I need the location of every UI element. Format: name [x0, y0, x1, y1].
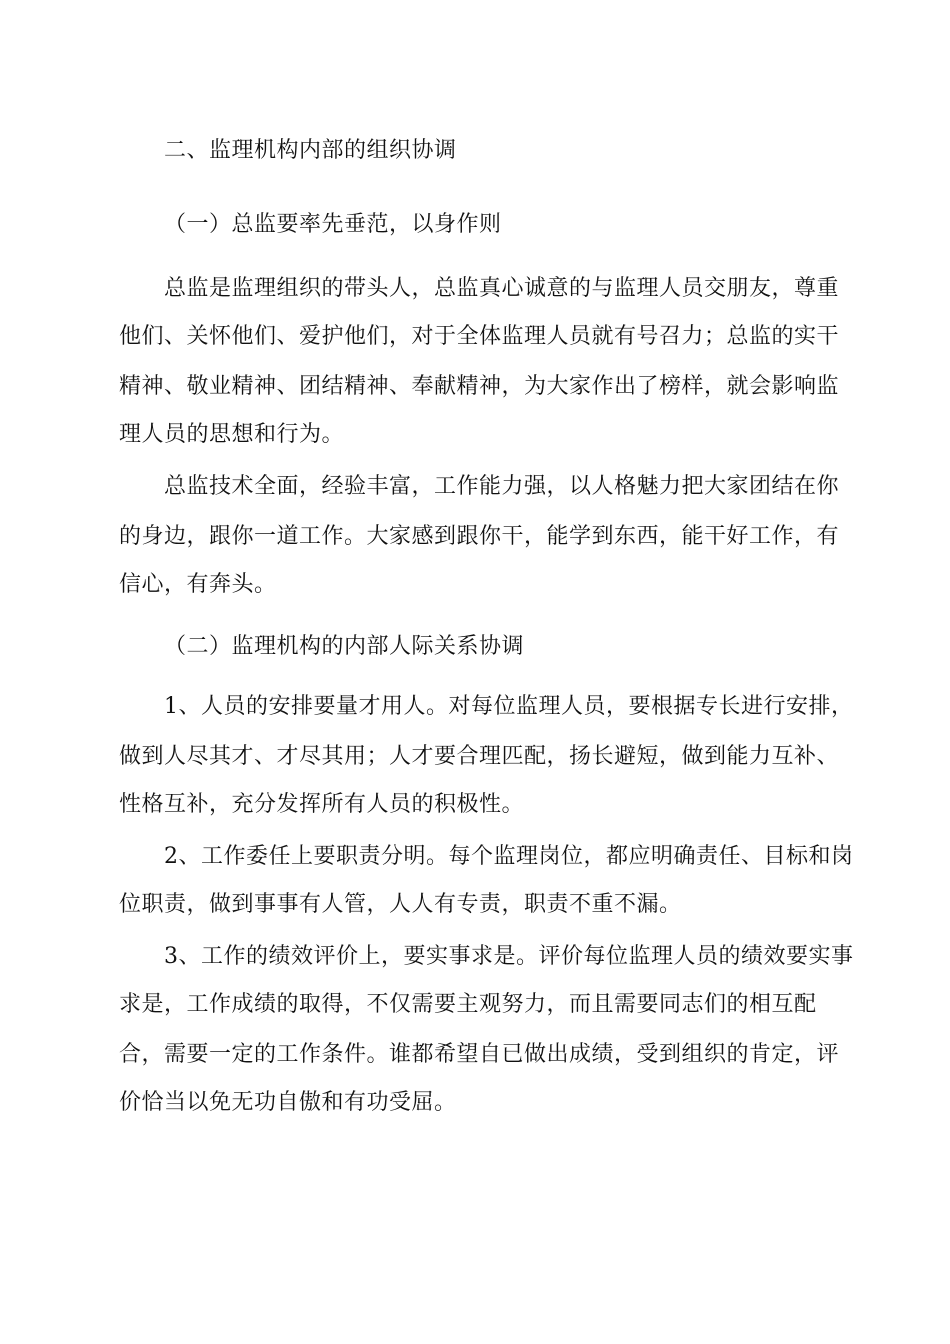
section-heading: 二、监理机构内部的组织协调	[164, 138, 457, 163]
list-item-line: 价恰当以免无功自傲和有功受屈。	[119, 1090, 457, 1115]
paragraph-line: 信心，有奔头。	[119, 572, 277, 597]
paragraph-line: 的身边，跟你一道工作。大家感到跟你干，能学到东西，能干好工作，有	[119, 524, 840, 549]
list-item-line: 1、人员的安排要量才用人。对每位监理人员，要根据专长进行安排，	[164, 694, 854, 719]
list-item-line: 性格互补，充分发挥所有人员的积极性。	[119, 792, 525, 817]
paragraph-line: 他们、关怀他们、爱护他们，对于全体监理人员就有号召力；总监的实干	[119, 324, 840, 349]
paragraph-line: 理人员的思想和行为。	[119, 422, 345, 447]
list-item-line: 3、工作的绩效评价上，要实事求是。评价每位监理人员的绩效要实事	[164, 944, 854, 969]
paragraph-line: 精神、敬业精神、团结精神、奉献精神，为大家作出了榜样，就会影响监	[119, 374, 840, 399]
paragraph-line: 总监技术全面，经验丰富，工作能力强，以人格魅力把大家团结在你	[164, 474, 840, 499]
paragraph-line: 总监是监理组织的带头人，总监真心诚意的与监理人员交朋友，尊重	[164, 276, 840, 301]
list-item-line: 2、工作委任上要职责分明。每个监理岗位，都应明确责任、目标和岗	[164, 844, 854, 869]
list-item-line: 做到人尽其才、才尽其用；人才要合理匹配，扬长避短，做到能力互补、	[119, 744, 840, 769]
list-item-line: 合，需要一定的工作条件。谁都希望自已做出成绩，受到组织的肯定，评	[119, 1042, 840, 1067]
list-item-line: 位职责，做到事事有人管，人人有专责，职责不重不漏。	[119, 892, 682, 917]
subsection-title-1: （一）总监要率先垂范，以身作则	[164, 212, 502, 237]
subsection-title-2: （二）监理机构的内部人际关系协调	[164, 634, 525, 659]
list-item-line: 求是，工作成绩的取得，不仅需要主观努力，而且需要同志们的相互配	[119, 992, 817, 1017]
